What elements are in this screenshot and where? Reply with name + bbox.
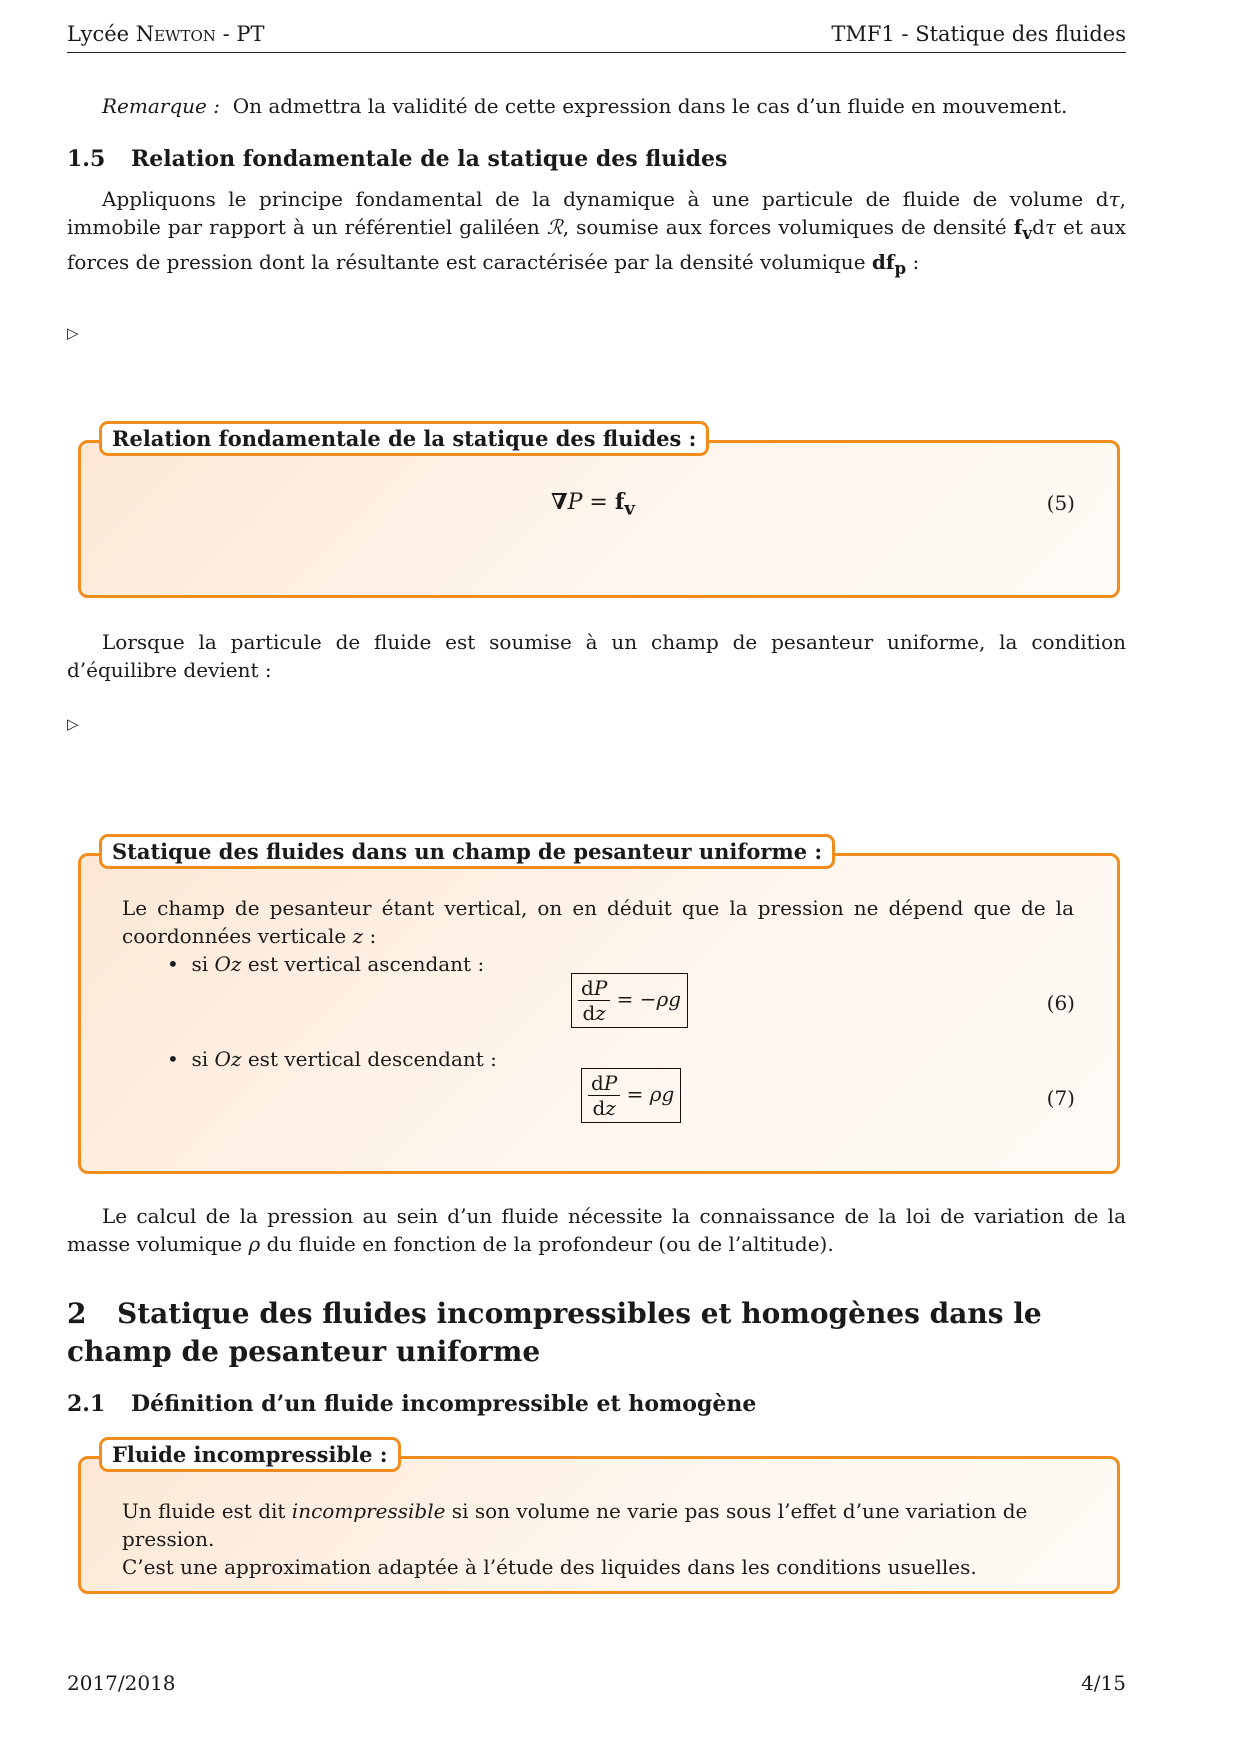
definition-box-incompressible — [78, 1456, 1120, 1594]
definition-box-fundamental — [78, 440, 1120, 598]
box2-text: Le champ de pesanteur étant vertical, on en déduit que la pression ne dépend que de la coordonnées verticale z : — [122, 896, 1074, 948]
section-heading-1-5: 1.5 Relation fondamentale de la statique des fluides — [67, 146, 728, 172]
triangle-marker: ▷ — [67, 715, 79, 733]
equation-7: $\frac{dP}{dz}$ = ρg — [581, 1068, 681, 1123]
box-title-incompressible: Fluide incompressible : — [99, 1437, 401, 1472]
school-name: Newton — [135, 22, 216, 46]
bullet-ascending: • si Oz est vertical ascendant : — [167, 952, 485, 976]
gravity-paragraph: Lorsque la particule de fluide est soumise à un champ de pesanteur uniforme, la condition d’équilibre devient : — [67, 630, 1126, 682]
remark-text: On admettra la validité de cette expression dans le cas d’un fluide en mouvement. — [232, 94, 1068, 118]
equation-6: $\frac{dP}{dz}$ = −ρg — [571, 973, 688, 1028]
section-heading-2-1: 2.1 Définition d’un fluide incompressible et homogène — [67, 1391, 757, 1417]
header-left: Lycée Newton - PT — [67, 22, 265, 46]
remark-label: Remarque : — [102, 94, 220, 118]
equation-number-7: (7) — [1046, 1086, 1075, 1110]
section-1-5-paragraph: Appliquons le principe fondamental de la dynamique à une particule de fluide de volume dτ, immobile par rapport à un référentiel galiléen ℛ, soumise aux forces volumiques de densité $f_vd\tau$ et aux forces de pression dont la résultante est caractérisée par la densité volumique $df_p$ : — [67, 187, 1126, 278]
triangle-marker: ▷ — [67, 324, 79, 342]
calc-paragraph: Le calcul de la pression au sein d’un fluide nécessite la connaissance de la loi de variation de la masse volumique ρ du fluide en fonction de la profondeur (ou de l’altitude). — [67, 1204, 1126, 1256]
equation-number-5: (5) — [1046, 491, 1075, 515]
section-heading-2: 2 Statique des fluides incompressibles et homogènes dans le champ de pesanteur uniforme — [67, 1297, 1042, 1368]
header-right: TMF1 - Statique des fluides — [831, 22, 1126, 46]
footer-page-number: 4/15 — [1081, 1671, 1126, 1695]
remark — [102, 92, 1126, 120]
footer-year: 2017/2018 — [67, 1671, 176, 1695]
box-title-fundamental: Relation fondamentale de la statique des fluides : — [99, 421, 709, 456]
bullet-descending: • si Oz est vertical descendant : — [167, 1047, 497, 1071]
equation-number-6: (6) — [1046, 991, 1075, 1015]
box3-text: Un fluide est dit incompressible si son volume ne varie pas sous l’effet d’une variation de pression. C’est une approximation adaptée à l’étude des liquides dans les conditions usuelles. — [122, 1499, 1028, 1579]
equation-5: $\nabla P = f_v$ — [551, 489, 635, 520]
header-rule — [67, 52, 1126, 53]
box-title-gravity: Statique des fluides dans un champ de pesanteur uniforme : — [99, 834, 835, 869]
definition-box-gravity — [78, 853, 1120, 1174]
